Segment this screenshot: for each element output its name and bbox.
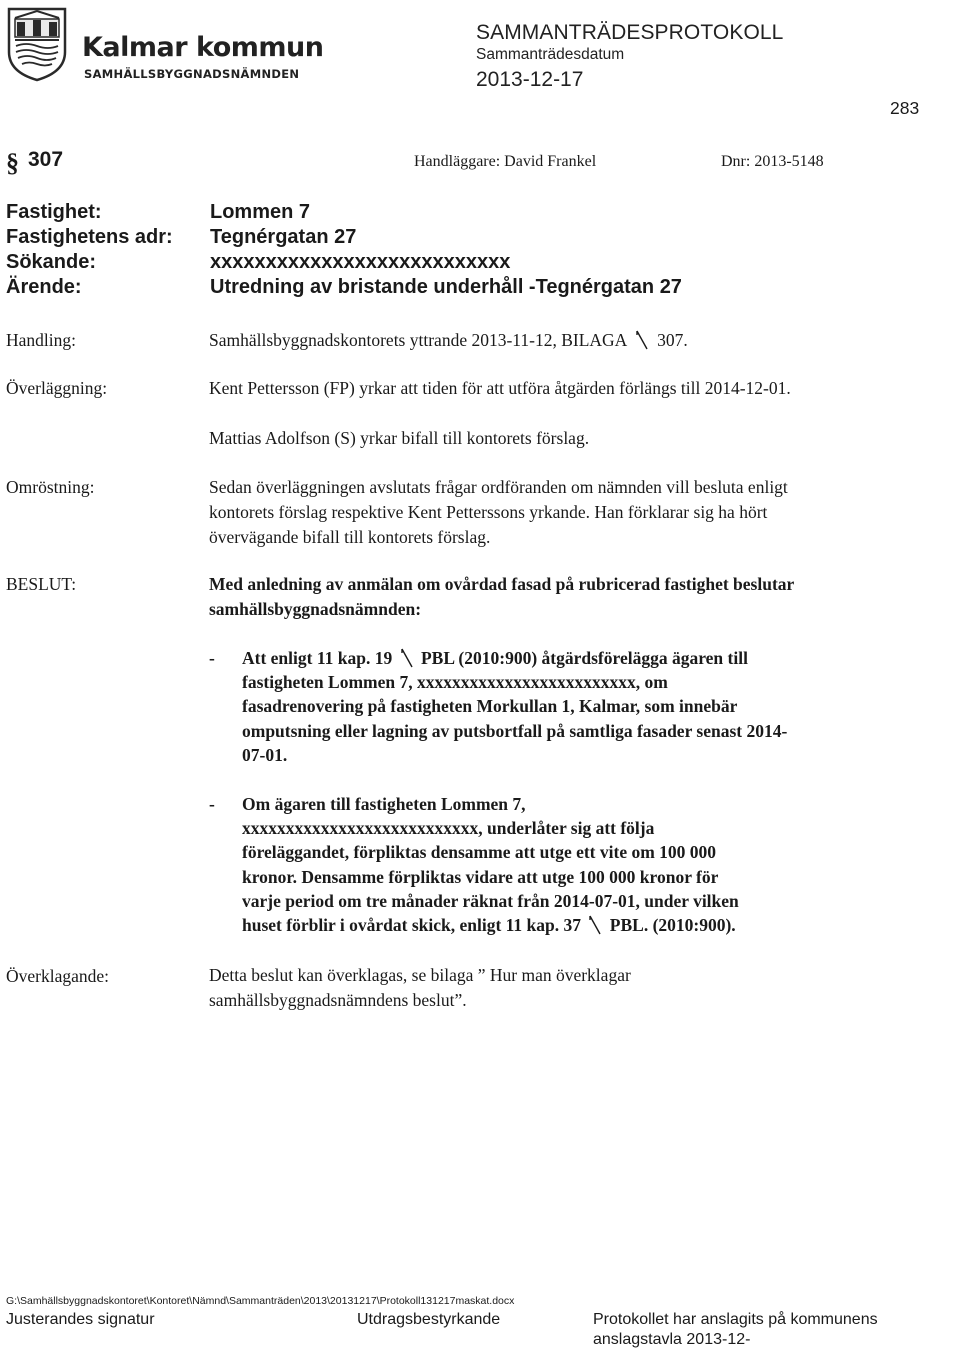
decision-line: varje period om tre månader räknat från 2014-07-01, under vilken (242, 890, 739, 911)
anslag-line: anslagstavla 2013-12- (593, 1331, 751, 1348)
overlaggning-label: Överläggning: (6, 378, 108, 398)
logo-subtitle: SAMHÄLLSBYGGNADSNÄMNDEN (84, 67, 300, 81)
protocol-title: SAMMANTRÄDESPROTOKOLL (476, 21, 784, 44)
decision-line: fastigheten Lommen 7, xxxxxxxxxxxxxxxxxxxxxxxxx, om (242, 672, 668, 693)
anslag-line: Protokollet har anslagits på kommunens (593, 1311, 878, 1328)
kalmar-crest-icon (6, 6, 68, 82)
paragraph-symbol: § (6, 148, 19, 177)
overklagande-line: Detta beslut kan överklagas, se bilaga ” Hur man överklagar (209, 965, 631, 985)
info-value: Utredning av bristande underhåll -Tegnérgatan 27 (210, 276, 682, 298)
info-label: Fastighet: (6, 201, 102, 223)
meeting-date: 2013-12-17 (476, 67, 584, 91)
overlaggning-line-2: Mattias Adolfson (S) yrkar bifall till kontorets förslag. (209, 428, 590, 448)
info-label: Fastighetens adr: (6, 226, 173, 248)
anslag-notice (593, 1310, 878, 1350)
decision-item-1-text (242, 646, 922, 767)
paragraph-number: 307 (28, 148, 64, 171)
list-dash: - (209, 794, 215, 814)
omrostning-line: Sedan överläggningen avslutats frågar ordföranden om nämnden vill besluta enligt (209, 477, 788, 497)
meeting-date-label: Sammanträdesdatum (476, 46, 625, 63)
omrostning-label: Omröstning: (6, 477, 95, 497)
decision-item-2-end: PBL. (2010:900). (609, 915, 736, 936)
decision-item-2-last: huset förblir i ovårdat skick, enligt 11 kap. 37 (242, 915, 582, 936)
paragraph-header (6, 148, 836, 176)
section-mark-icon (635, 329, 649, 351)
decision-line: Om ägaren till fastigheten Lommen 7, (242, 794, 526, 814)
omrostning-text (209, 475, 929, 550)
decision-line: kronor. Densamme förpliktas vidare att utge 100 000 kronor för (242, 866, 719, 887)
decision-item-1-start: Att enligt 11 kap. 19 (242, 648, 393, 668)
handling-text-main: Samhällsbyggnadskontorets yttrande 2013-11-12, BILAGA (209, 330, 627, 350)
kalmar-kommun-logo (6, 6, 326, 82)
handlaggare: Handläggare: David Frankel (414, 153, 597, 170)
overklagande-label: Överklagande: (6, 966, 110, 986)
page-number: 283 (890, 98, 920, 118)
overklagande-text (209, 963, 929, 1013)
overlaggning-line-1: Kent Pettersson (FP) yrkar att tiden för att utföra åtgärden förlängs till 2014-12-01. (209, 378, 791, 398)
beslut-text (209, 572, 929, 622)
handling-label: Handling: (6, 330, 76, 350)
utdragsbestyrkande: Utdragsbestyrkande (357, 1311, 501, 1328)
diarienummer: Dnr: 2013-5148 (721, 153, 824, 170)
handling-text-number: 307. (657, 330, 688, 350)
info-value: Tegnérgatan 27 (210, 226, 357, 248)
decision-line: fasadrenovering på fastigheten Morkullan 1, Kalmar, som innebär (242, 696, 738, 717)
omrostning-line: övervägande bifall till kontorets förslag. (209, 527, 491, 547)
info-label: Ärende: (6, 276, 82, 298)
decision-item-2-text (242, 792, 922, 937)
overklagande-line: samhällsbyggnadsnämndens beslut”. (209, 990, 467, 1010)
info-label: Sökande: (6, 251, 97, 273)
info-value: Lommen 7 (210, 201, 311, 223)
beslut-label: BESLUT: (6, 574, 77, 594)
decision-line: föreläggandet, förpliktas densamme att utge ett vite om 100 000 (242, 842, 717, 863)
omrostning-line: kontorets förslag respektive Kent Petterssons yrkande. Han förklarar sig ha hört (209, 502, 768, 522)
beslut-line: samhällsbyggnadsnämnden: (209, 599, 422, 619)
document-path: G:\Samhällsbyggnadskontoret\Kontoret\Nämnd\Sammanträden\2013\20131217\Protokoll131217maskat.docx (6, 1295, 515, 1307)
beslut-line: Med anledning av anmälan om ovårdad fasad på rubricerad fastighet beslutar (209, 574, 795, 594)
decision-line: 07-01. (242, 744, 288, 765)
decision-line: omputsning eller lagning av putsbortfall på samtliga fasader senast 2014- (242, 720, 788, 741)
section-mark-icon (588, 914, 602, 936)
logo-name: Kalmar kommun (82, 32, 324, 63)
section-mark-icon (400, 647, 414, 669)
handling-text (209, 328, 929, 353)
protocol-header (476, 22, 783, 90)
justerandes-signatur: Justerandes signatur (6, 1311, 155, 1328)
decision-item-1-rest: PBL (2010:900) åtgärdsförelägga ägaren till (420, 648, 748, 668)
decision-line: xxxxxxxxxxxxxxxxxxxxxxxxxxx, underlåter sig att följa (242, 818, 655, 839)
list-dash: - (209, 648, 215, 668)
info-value: xxxxxxxxxxxxxxxxxxxxxxxxxxx (210, 251, 511, 273)
